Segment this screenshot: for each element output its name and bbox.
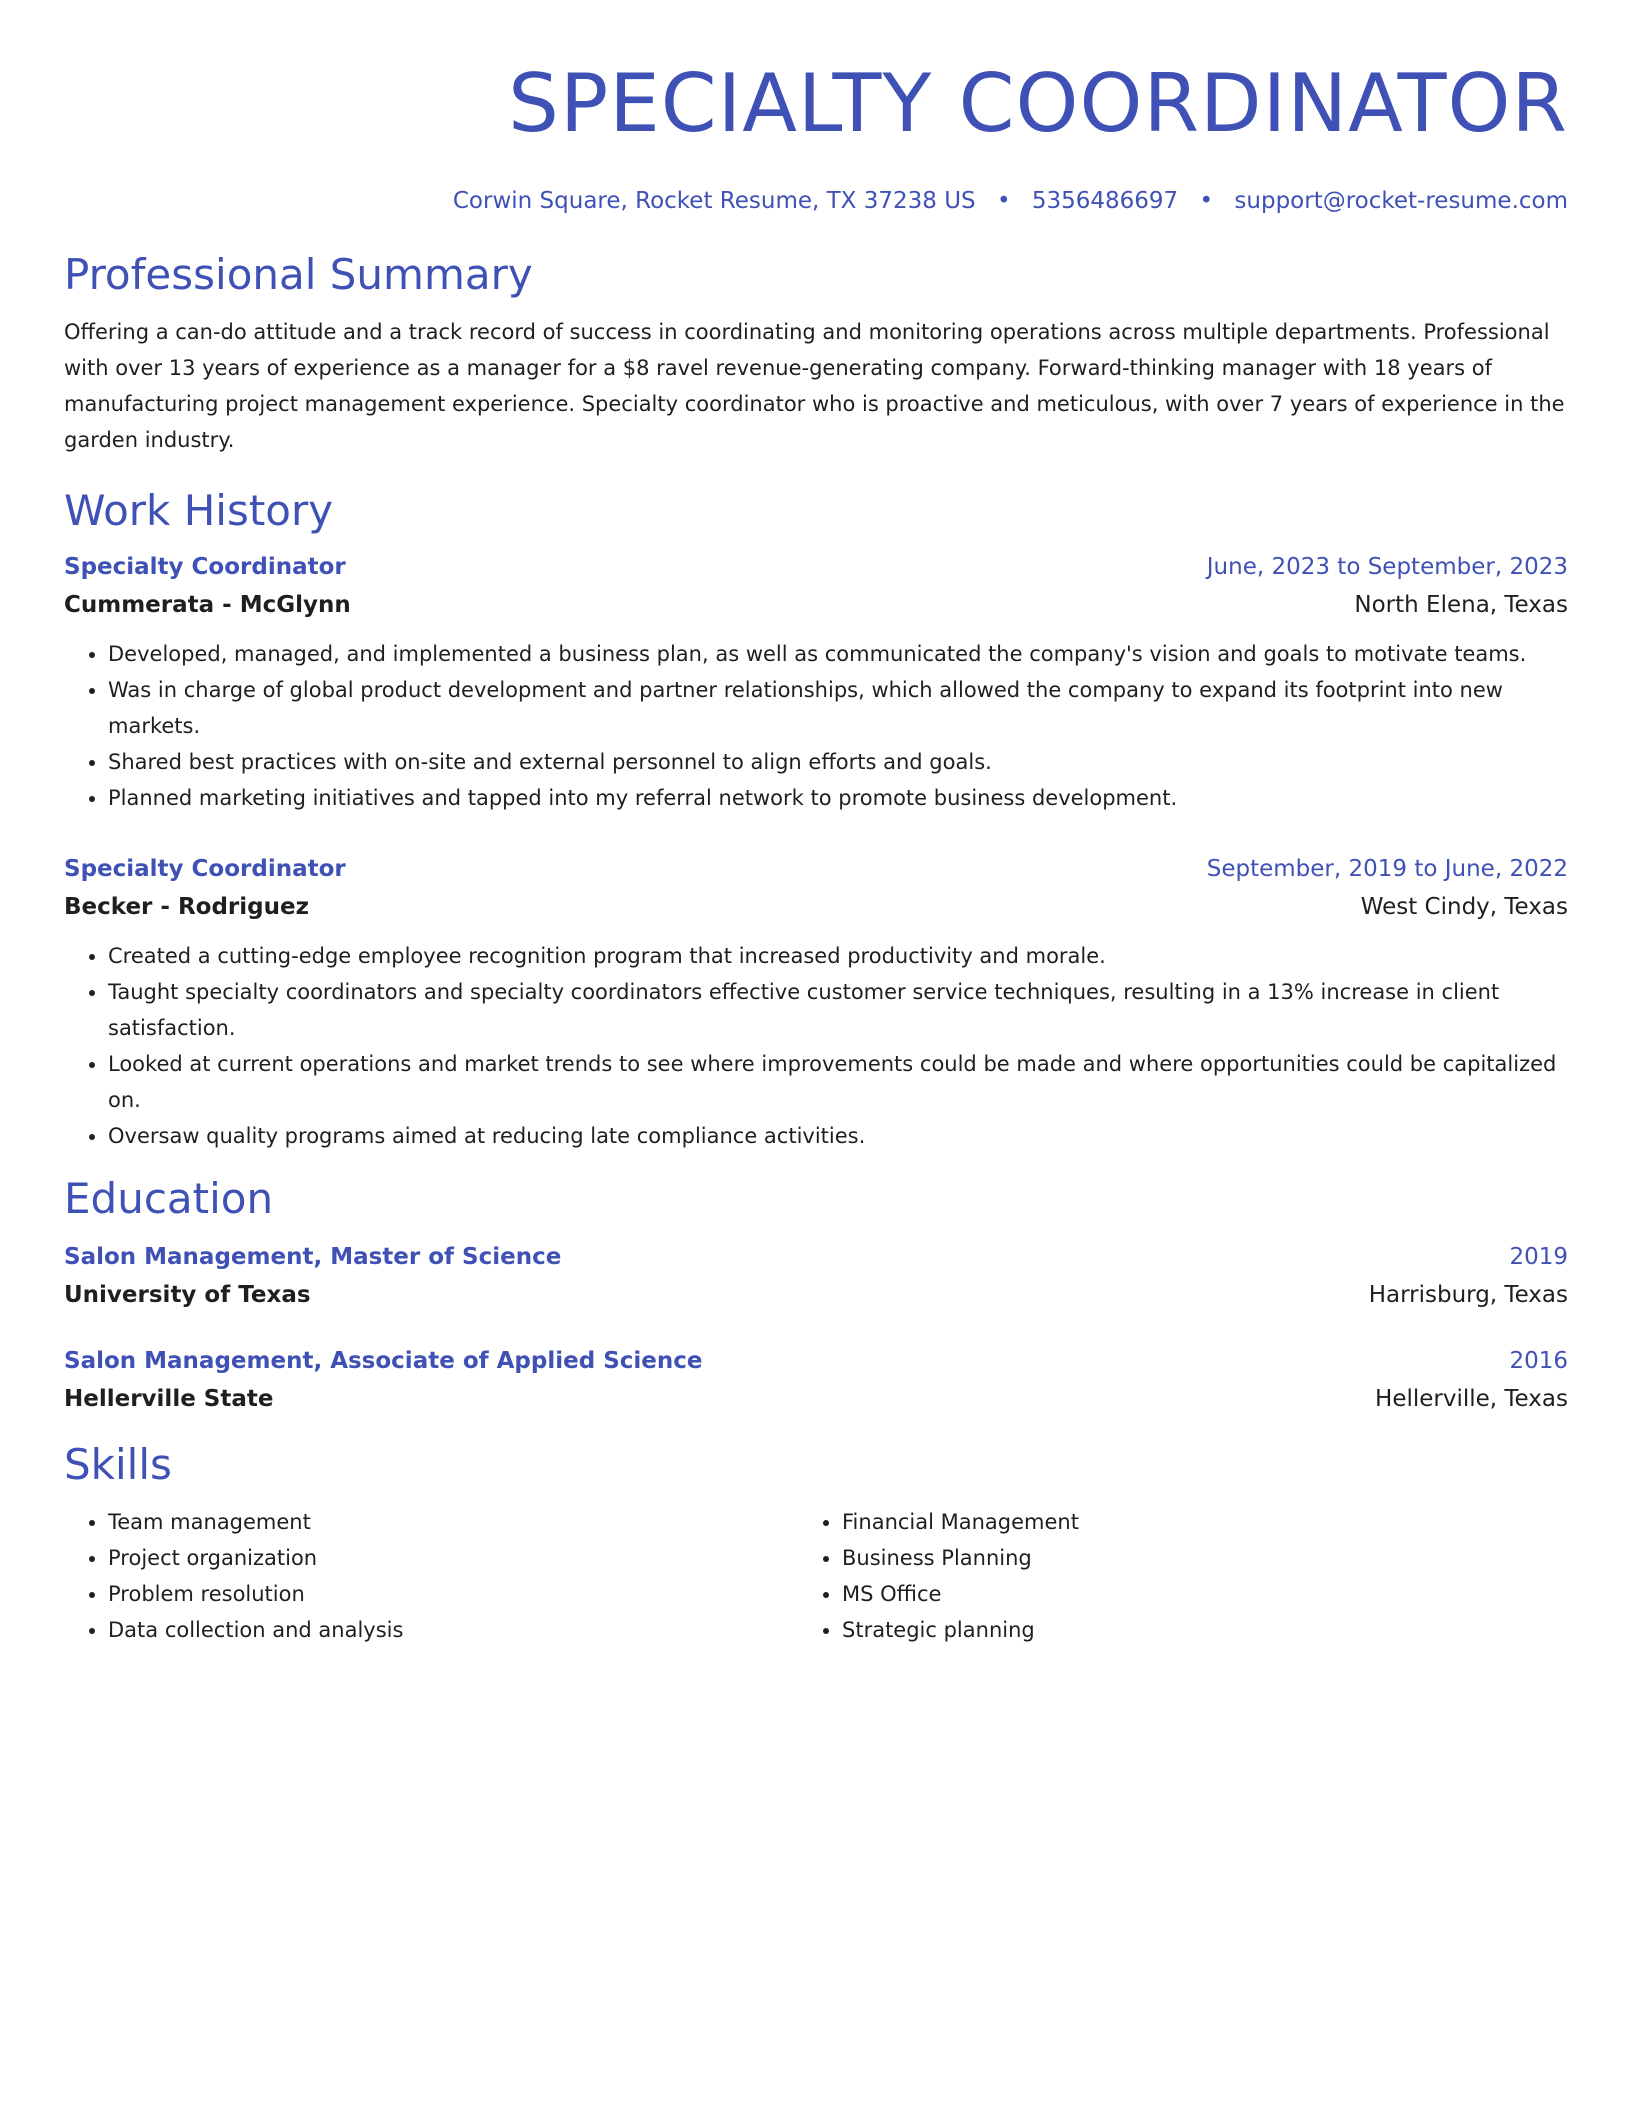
section-heading: Skills	[64, 1440, 172, 1489]
contact-separator: •	[1199, 188, 1214, 214]
job-entry	[64, 850, 1568, 1154]
job-employer-row	[64, 586, 1568, 624]
skill-item: • Team management	[108, 1504, 798, 1540]
contact-phone: 5356486697	[1031, 188, 1179, 214]
skills-section	[64, 1438, 1568, 1648]
skill-item: • Project organization	[108, 1540, 798, 1576]
summary-text: Offering a can-do attitude and a track record of success in coordinating and monitoring operations across multiple departments. Professional with over 13 years of experience as a manager for a $8 ravel revenue-generating company. Forward-thinking manager with 18 years of manufacturing project management experience. Specialty coordinator who is proactive and meticulous, with over 7 years of experience in the garden industry.	[64, 320, 1565, 452]
job-bullet: • Taught specialty coordinators and specialty coordinators effective customer service techniques, resulting in a 13% increase in client satisfaction.	[108, 974, 1568, 1046]
skill-item: • Financial Management	[842, 1504, 1542, 1540]
education-header-row	[64, 1342, 1568, 1380]
job-bullet: • Was in charge of global product development and partner relationships, which allowed the company to expand its footprint into new markets.	[108, 672, 1568, 744]
skill-item: • MS Office	[842, 1576, 1542, 1612]
job-bullet: • Shared best practices with on-site and external personnel to align efforts and goals.	[108, 744, 1568, 780]
education-year: 2016	[1509, 1348, 1568, 1374]
job-entry	[64, 548, 1568, 816]
job-location: West Cindy, Texas	[1360, 894, 1568, 920]
section-heading: Work History	[64, 486, 334, 535]
job-employer-row	[64, 888, 1568, 926]
job-dates: September, 2019 to June, 2022	[1206, 856, 1568, 882]
work-history-section	[64, 484, 1568, 1154]
job-title: Specialty Coordinator	[64, 856, 346, 882]
contact-address: Corwin Square, Rocket Resume, TX 37238 US	[452, 188, 976, 214]
education-entry	[64, 1238, 1568, 1314]
education-location: Hellerville, Texas	[1375, 1386, 1568, 1412]
contact-separator: •	[996, 188, 1011, 214]
skill-item: • Problem resolution	[108, 1576, 798, 1612]
education-header-row	[64, 1238, 1568, 1276]
skills-list-right	[798, 1504, 1542, 1648]
education-school: Hellerville State	[64, 1386, 274, 1412]
skill-item: • Strategic planning	[842, 1612, 1542, 1648]
education-school-row	[64, 1380, 1568, 1418]
skill-item: • Business Planning	[842, 1540, 1542, 1576]
skill-item: • Data collection and analysis	[108, 1612, 798, 1648]
education-school: University of Texas	[64, 1282, 311, 1308]
job-bullet-list	[64, 636, 1568, 816]
job-bullet: • Looked at current operations and market trends to see where improvements could be made and where opportunities could be capitalized on.	[108, 1046, 1568, 1118]
job-location: North Elena, Texas	[1354, 592, 1568, 618]
job-bullet: • Developed, managed, and implemented a business plan, as well as communicated the company's vision and goals to motivate teams.	[108, 636, 1568, 672]
job-bullet: • Planned marketing initiatives and tapped into my referral network to promote business development.	[108, 780, 1568, 816]
job-header-row	[64, 548, 1568, 586]
resume-title: SPECIALTY COORDINATOR	[508, 57, 1568, 150]
contact-email: support@rocket-resume.com	[1234, 188, 1568, 214]
education-entry	[64, 1342, 1568, 1418]
education-section	[64, 1172, 1568, 1418]
contact-line	[64, 184, 1568, 218]
job-employer: Cummerata - McGlynn	[64, 592, 351, 618]
skills-columns	[64, 1504, 1568, 1648]
education-school-row	[64, 1276, 1568, 1314]
section-heading: Education	[64, 1174, 274, 1223]
job-bullet: • Created a cutting-edge employee recognition program that increased productivity and morale.	[108, 938, 1568, 974]
education-year: 2019	[1509, 1244, 1568, 1270]
job-dates: June, 2023 to September, 2023	[1206, 554, 1568, 580]
section-heading: Professional Summary	[64, 250, 533, 299]
job-bullet: • Oversaw quality programs aimed at reducing late compliance activities.	[108, 1118, 1568, 1154]
education-location: Harrisburg, Texas	[1368, 1282, 1568, 1308]
professional-summary-section	[64, 248, 1568, 458]
job-header-row	[64, 850, 1568, 888]
skills-list-left	[64, 1504, 798, 1648]
job-title: Specialty Coordinator	[64, 554, 346, 580]
education-degree: Salon Management, Master of Science	[64, 1244, 562, 1270]
job-bullet-list	[64, 938, 1568, 1154]
job-employer: Becker - Rodriguez	[64, 894, 309, 920]
education-degree: Salon Management, Associate of Applied Science	[64, 1348, 703, 1374]
